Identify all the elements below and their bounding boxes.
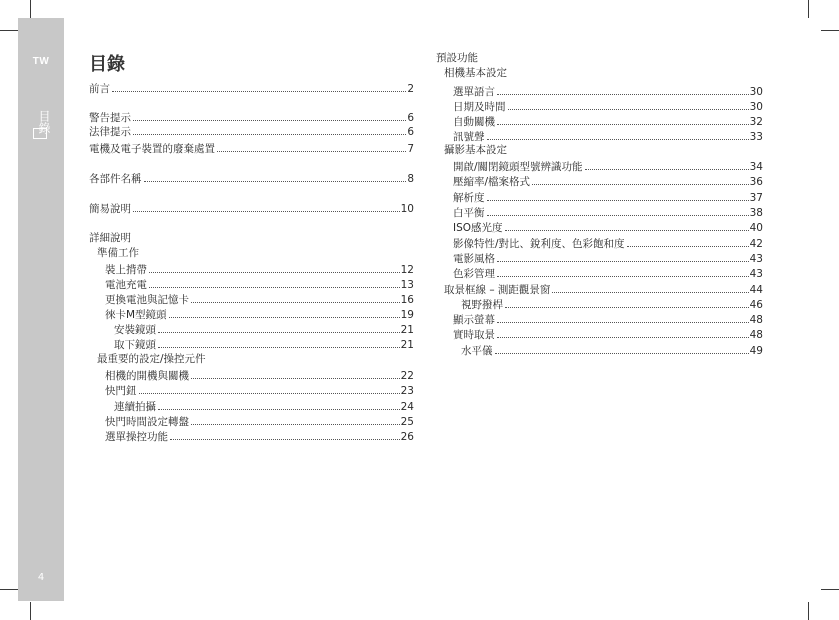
dot-leader xyxy=(170,439,400,440)
toc-entry-page: 13 xyxy=(400,279,414,291)
dot-leader xyxy=(487,200,749,201)
dot-leader xyxy=(112,91,406,92)
crop-mark xyxy=(30,602,31,620)
dot-leader xyxy=(144,181,407,182)
right-toc-entry[interactable] xyxy=(453,129,763,143)
toc-entry-page: 48 xyxy=(749,329,763,341)
toc-entry-page: 6 xyxy=(407,112,414,124)
toc-entry-label: 選單操控功能 xyxy=(105,431,168,443)
dot-leader xyxy=(149,272,400,273)
toc-entry-page: 21 xyxy=(400,339,414,351)
toc-entry-label: 電影風格 xyxy=(453,253,495,265)
toc-entry-label: 視野撥桿 xyxy=(461,299,503,311)
left-toc-entry[interactable] xyxy=(89,124,414,138)
left-section-heading: 詳細說明 xyxy=(89,232,131,244)
toc-entry-page: 30 xyxy=(749,86,763,98)
sidebar-section-label: 目錄 xyxy=(37,110,51,134)
right-toc-entry[interactable] xyxy=(461,343,763,357)
toc-entry-label: 前言 xyxy=(89,83,110,95)
dot-leader xyxy=(217,151,406,152)
toc-entry-label: 顯示螢幕 xyxy=(453,314,495,326)
toc-entry-label: 安裝鏡頭 xyxy=(114,324,156,336)
right-toc-entry[interactable] xyxy=(453,84,763,98)
right-section-heading: 攝影基本設定 xyxy=(444,144,507,156)
dot-leader xyxy=(191,424,400,425)
toc-entry-page: 7 xyxy=(407,143,414,155)
toc-entry-page: 38 xyxy=(749,207,763,219)
toc-entry-label: 相機的開機與關機 xyxy=(105,370,189,382)
toc-entry-page: 37 xyxy=(749,192,763,204)
right-toc-entry[interactable] xyxy=(453,266,763,280)
dot-leader xyxy=(505,307,749,308)
dot-leader xyxy=(133,120,406,121)
toc-entry-page: 22 xyxy=(400,370,414,382)
toc-entry-label: 影像特性/對比、銳利度、色彩飽和度 xyxy=(453,238,625,250)
dot-leader xyxy=(487,139,749,140)
toc-entry-page: 16 xyxy=(400,294,414,306)
left-toc-entry[interactable] xyxy=(105,383,414,397)
dot-leader xyxy=(139,393,400,394)
toc-entry-label: 訊號聲 xyxy=(453,131,485,143)
toc-entry-page: 33 xyxy=(749,131,763,143)
toc-entry-page: 6 xyxy=(407,126,414,138)
left-toc-entry[interactable] xyxy=(114,322,414,336)
toc-entry-page: 49 xyxy=(749,345,763,357)
toc-entry-label: 簡易說明 xyxy=(89,203,131,215)
toc-entry-page: 30 xyxy=(749,101,763,113)
right-toc-entry[interactable] xyxy=(453,174,763,188)
toc-entry-page: 40 xyxy=(749,222,763,234)
right-toc-entry[interactable] xyxy=(453,190,763,204)
toc-entry-page: 25 xyxy=(400,416,414,428)
left-toc-entry[interactable] xyxy=(105,429,414,443)
toc-entry-label: 白平衡 xyxy=(453,207,485,219)
dot-leader xyxy=(158,347,400,348)
toc-entry-page: 42 xyxy=(749,238,763,250)
dot-leader xyxy=(497,337,749,338)
page-title: 目錄 xyxy=(89,54,125,75)
left-toc-entry[interactable] xyxy=(105,277,414,291)
left-toc-entry[interactable] xyxy=(89,141,414,155)
toc-entry-page: 24 xyxy=(400,401,414,413)
toc-entry-label: 日期及時間 xyxy=(453,101,506,113)
toc-entry-label: ISO感光度 xyxy=(453,222,503,234)
dot-leader xyxy=(191,302,400,303)
left-toc-entry[interactable] xyxy=(105,262,414,276)
toc-entry-page: 8 xyxy=(407,173,414,185)
left-toc-entry[interactable] xyxy=(105,368,414,382)
right-section-heading: 相機基本設定 xyxy=(444,67,507,79)
toc-entry-label: 水平儀 xyxy=(461,345,493,357)
dot-leader xyxy=(497,124,749,125)
left-toc-entry[interactable] xyxy=(105,307,414,321)
left-toc-entry[interactable] xyxy=(105,292,414,306)
right-toc-entry[interactable] xyxy=(453,205,763,219)
toc-entry-label: 裝上揹帶 xyxy=(105,264,147,276)
left-toc-entry[interactable] xyxy=(89,110,414,124)
crop-mark xyxy=(821,589,839,590)
left-toc-entry[interactable] xyxy=(114,337,414,351)
dot-leader xyxy=(497,261,749,262)
toc-entry-label: 開啟/關閉鏡頭型號辨識功能 xyxy=(453,161,583,173)
toc-entry-page: 36 xyxy=(749,176,763,188)
toc-entry-label: 選單語言 xyxy=(453,86,495,98)
toc-entry-label: 取景框線 – 測距觀景窗 xyxy=(444,284,551,296)
right-toc-entry[interactable] xyxy=(453,99,763,113)
toc-entry-page: 44 xyxy=(749,284,763,296)
left-toc-entry[interactable] xyxy=(89,81,414,95)
dot-leader xyxy=(487,215,749,216)
right-section-heading: 預設功能 xyxy=(436,52,478,64)
dot-leader xyxy=(133,211,400,212)
toc-entry-label: 自動關機 xyxy=(453,116,495,128)
right-toc-entry[interactable] xyxy=(453,236,763,250)
toc-entry-page: 19 xyxy=(400,309,414,321)
crop-mark xyxy=(821,30,839,31)
toc-entry-label: 解析度 xyxy=(453,192,485,204)
crop-mark xyxy=(0,30,18,31)
language-code: TW xyxy=(32,56,50,67)
right-toc-entry[interactable] xyxy=(453,114,763,128)
toc-entry-label: 更換電池與記憶卡 xyxy=(105,294,189,306)
dot-leader xyxy=(169,317,400,318)
toc-entry-label: 取下鏡頭 xyxy=(114,339,156,351)
toc-entry-page: 21 xyxy=(400,324,414,336)
toc-entry-page: 34 xyxy=(749,161,763,173)
toc-entry-label: 電池充電 xyxy=(105,279,147,291)
toc-entry-label: 實時取景 xyxy=(453,329,495,341)
toc-entry-page: 10 xyxy=(400,203,414,215)
dot-leader xyxy=(158,332,400,333)
dot-leader xyxy=(497,276,749,277)
toc-entry-label: 快門時間設定轉盤 xyxy=(105,416,189,428)
dot-leader xyxy=(495,353,749,354)
dot-leader xyxy=(505,230,749,231)
toc-entry-label: 壓縮率/檔案格式 xyxy=(453,176,531,188)
toc-entry-page: 23 xyxy=(400,385,414,397)
crop-mark xyxy=(808,0,809,18)
toc-entry-page: 26 xyxy=(400,431,414,443)
toc-entry-label: 連續拍攝 xyxy=(114,401,156,413)
language-sidebar xyxy=(18,18,64,601)
toc-entry-label: 色彩管理 xyxy=(453,268,495,280)
toc-entry-page: 46 xyxy=(749,299,763,311)
dot-leader xyxy=(585,169,749,170)
crop-mark xyxy=(808,602,809,620)
toc-entry-label: 電機及電子裝置的廢棄處置 xyxy=(89,143,215,155)
dot-leader xyxy=(532,184,749,185)
right-toc-entry[interactable] xyxy=(453,159,763,173)
left-toc-entry[interactable] xyxy=(114,399,414,413)
dot-leader xyxy=(149,287,400,288)
dot-leader xyxy=(158,409,400,410)
toc-entry-label: 徠卡M型鏡頭 xyxy=(105,309,167,321)
dot-leader xyxy=(627,246,749,247)
toc-entry-label: 法律提示 xyxy=(89,126,131,138)
dot-leader xyxy=(497,94,749,95)
toc-entry-page: 32 xyxy=(749,116,763,128)
dot-leader xyxy=(497,322,749,323)
toc-entry-page: 43 xyxy=(749,268,763,280)
toc-entry-page: 43 xyxy=(749,253,763,265)
toc-entry-label: 快門鈕 xyxy=(105,385,137,397)
right-toc-entry[interactable] xyxy=(453,312,763,326)
dot-leader xyxy=(508,109,749,110)
toc-entry-page: 48 xyxy=(749,314,763,326)
toc-entry-page: 2 xyxy=(407,83,414,95)
left-toc-entry[interactable] xyxy=(105,414,414,428)
dot-leader xyxy=(191,378,400,379)
right-toc-entry[interactable] xyxy=(453,220,763,234)
right-toc-entry[interactable] xyxy=(453,327,763,341)
left-toc-entry[interactable] xyxy=(89,171,414,185)
toc-entry-label: 警告提示 xyxy=(89,112,131,124)
right-toc-entry[interactable] xyxy=(453,251,763,265)
toc-entry-label: 各部件名稱 xyxy=(89,173,142,185)
section-marker-icon xyxy=(33,128,47,139)
right-toc-entry[interactable] xyxy=(444,282,763,296)
toc-entry-page: 12 xyxy=(400,264,414,276)
dot-leader xyxy=(552,292,748,293)
left-toc-entry[interactable] xyxy=(89,201,414,215)
crop-mark xyxy=(0,589,18,590)
dot-leader xyxy=(133,134,406,135)
left-section-heading: 最重要的設定/操控元件 xyxy=(97,353,206,365)
page-number: 4 xyxy=(37,572,45,583)
crop-mark xyxy=(30,0,31,18)
right-toc-entry[interactable] xyxy=(461,297,763,311)
left-section-heading: 準備工作 xyxy=(97,247,139,259)
